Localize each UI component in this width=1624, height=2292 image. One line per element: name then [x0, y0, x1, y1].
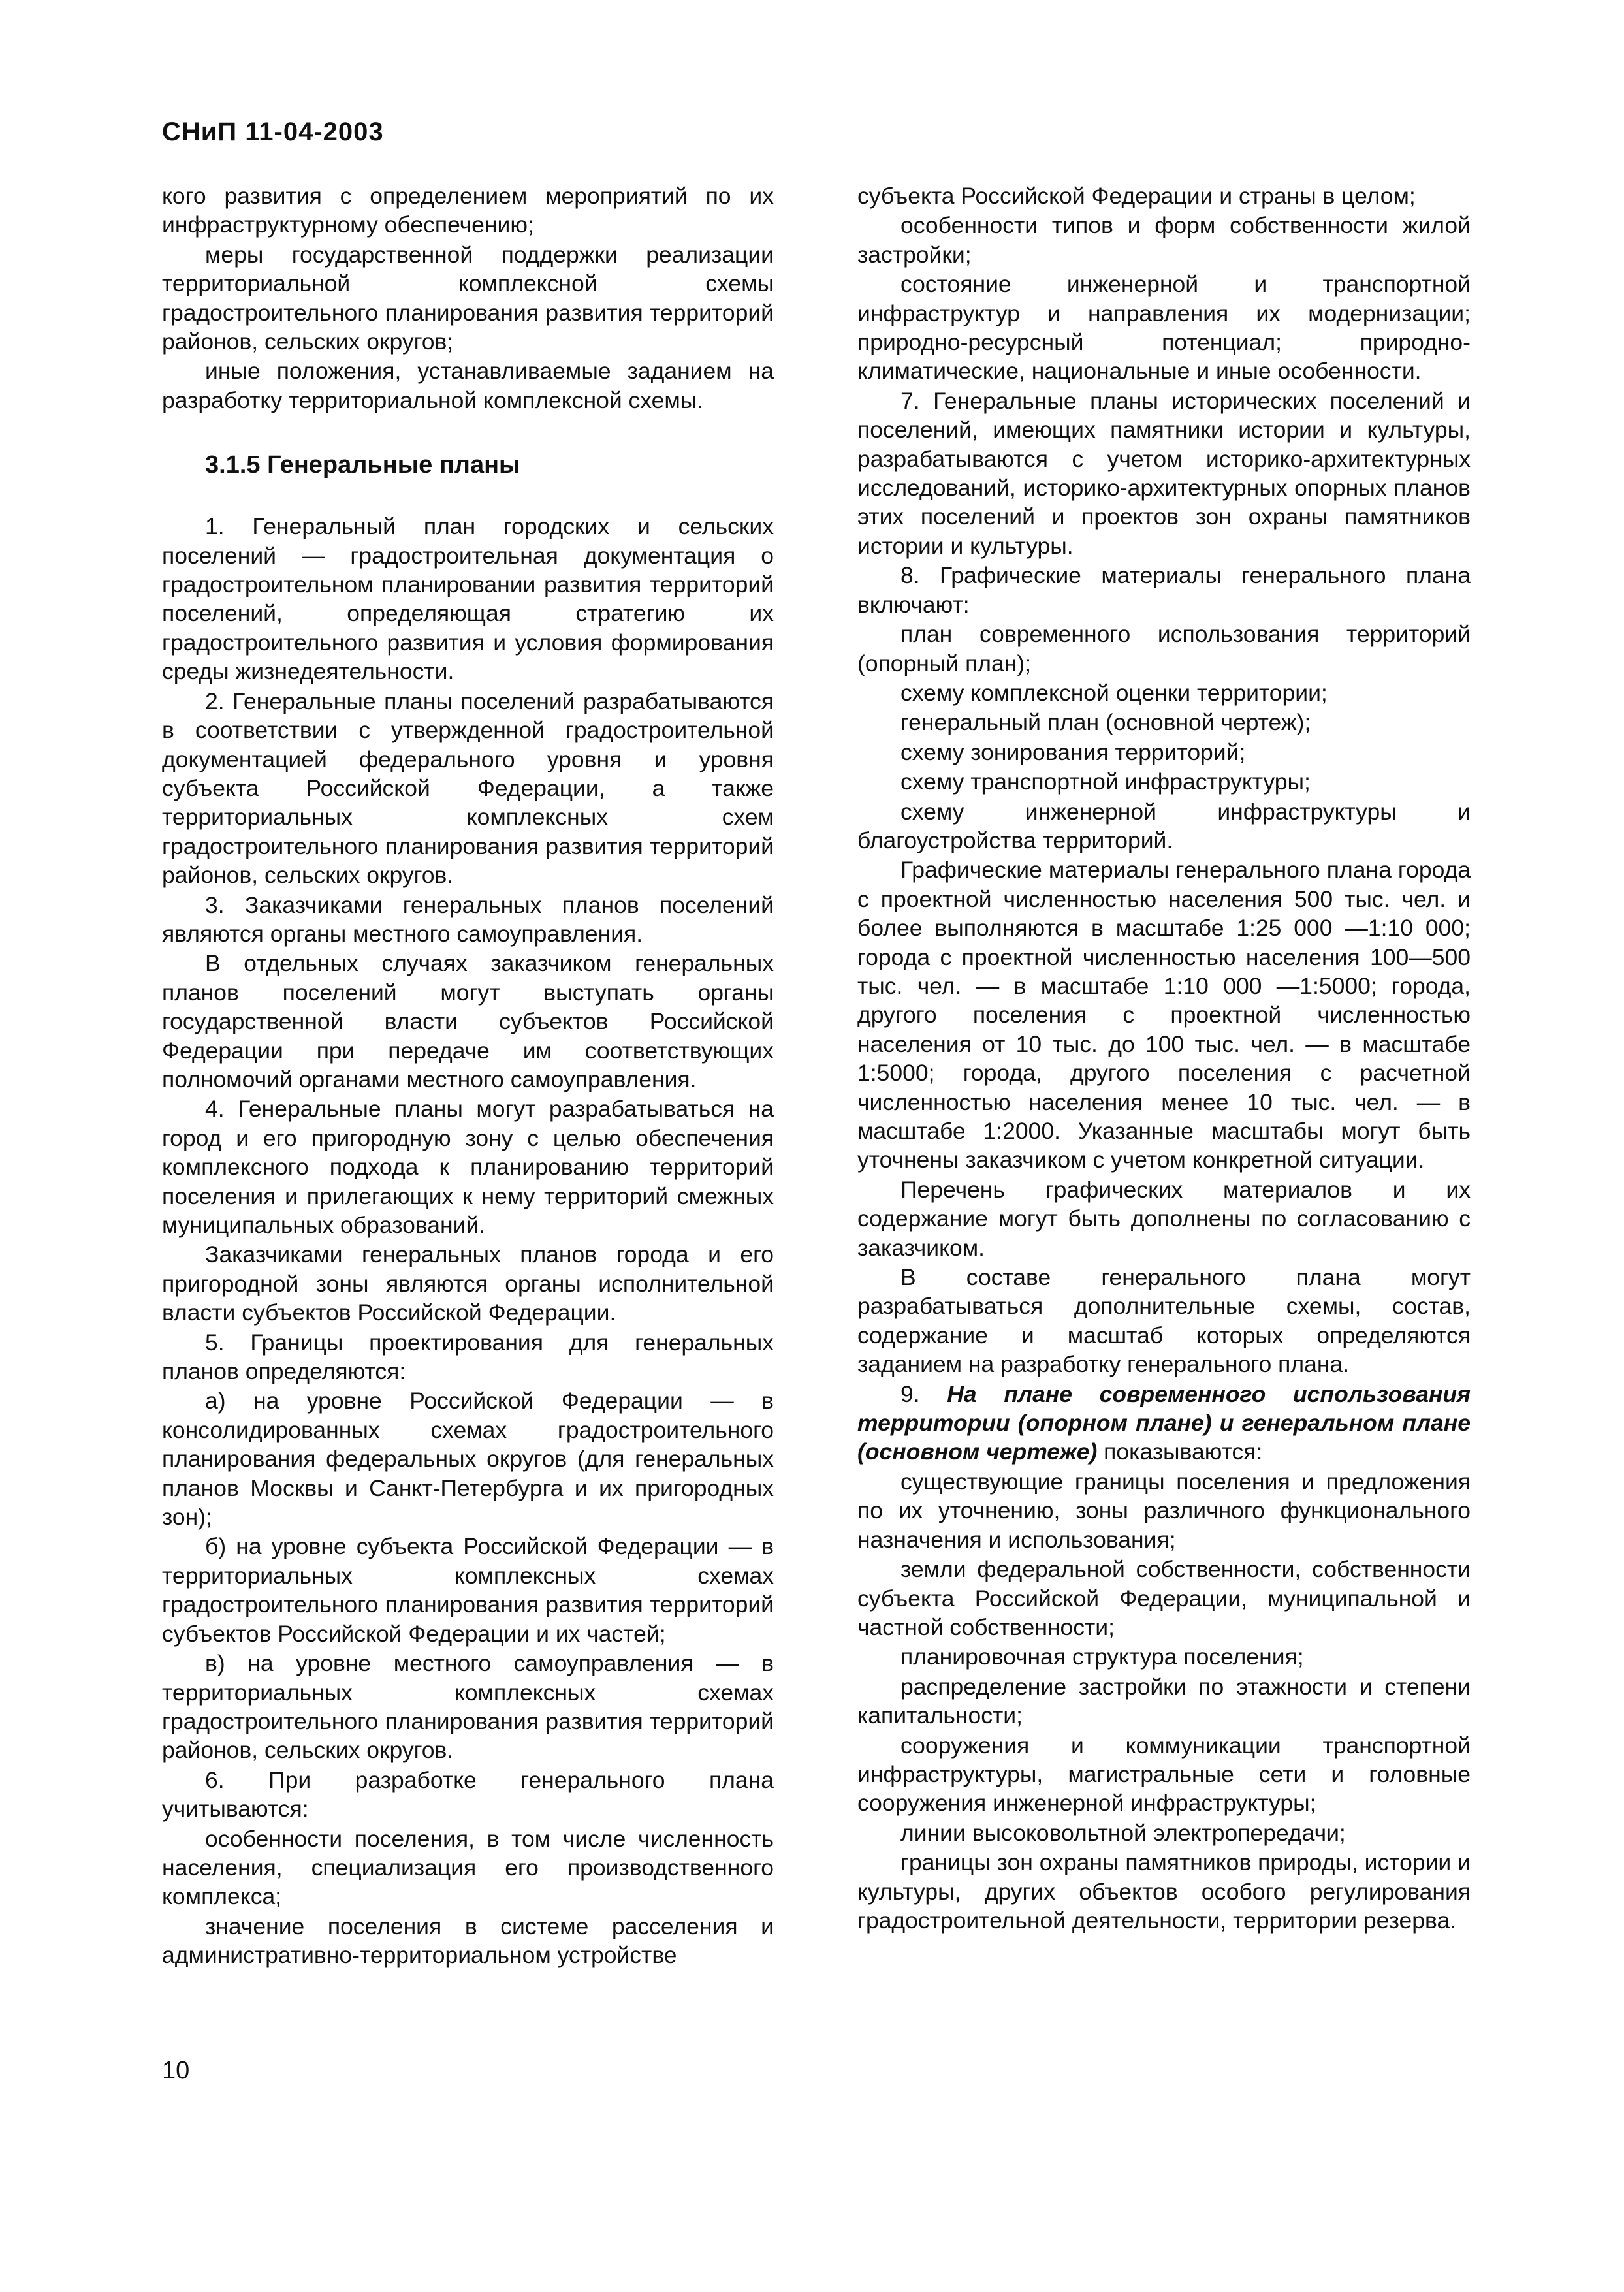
- paragraph: меры государственной поддержки реализации территориальной комплексной схемы градостроительного планирования развития территорий районов, сельских округов;: [162, 241, 774, 355]
- paragraph: линии высоковольтной электропередачи;: [900, 1819, 1346, 1846]
- paragraph: границы зон охраны памятников природы, истории и культуры, других объектов особого регулирования градостроительной деятельности, территории резерва.: [857, 1849, 1471, 1934]
- paragraph: 6. При разработке генерального плана учитываются:: [162, 1766, 774, 1822]
- paragraph: 1. Генеральный план городских и сельских поселений — градостроительная документация о градостроительном планировании развития территорий поселений, определяющая стратегию их градостроительного развития и условия формирования среды жизнедеятельности.: [162, 513, 774, 685]
- paragraph: схему зонирования территорий;: [900, 739, 1246, 765]
- bold-italic-phrase: На плане современного использования территории (опорном плане) и генеральном плане (основном чертеже): [857, 1380, 1471, 1465]
- paragraph: распределение застройки по этажности и степени капитальности;: [857, 1673, 1471, 1729]
- paragraph: генеральный план (основной чертеж);: [900, 709, 1311, 736]
- item-number: 9.: [900, 1380, 920, 1407]
- paragraph: 3. Заказчиками генеральных планов поселений являются органы местного самоуправления.: [162, 891, 774, 947]
- paragraph: сооружения и коммуникации транспортной инфраструктуры, магистральные сети и головные сооружения инженерной инфраструктуры;: [857, 1732, 1471, 1817]
- paragraph: особенности поселения, в том числе численность населения, специализация его производственного комплекса;: [162, 1825, 774, 1910]
- right-column: [857, 182, 1471, 1935]
- paragraph: 8. Графические материалы генерального плана включают:: [857, 562, 1471, 618]
- paragraph: план современного использования территорий (опорный план);: [857, 621, 1471, 676]
- paragraph: Заказчиками генеральных планов города и его пригородной зоны являются органы исполнительной власти субъектов Российской Федерации.: [162, 1241, 774, 1326]
- paragraph: значение поселения в системе расселения и административно-территориальном устройстве: [162, 1913, 774, 1969]
- paragraph: 7. Генеральные планы исторических поселений и поселений, имеющих памятники истории и культуры, разрабатываются с учетом историко-архитектурных исследований, историко-архитектурных опорных планов этих поселений и проектов зон охраны памятников истории и культуры.: [857, 387, 1471, 559]
- paragraph: кого развития с определением мероприятий по их инфраструктурному обеспечению;: [162, 183, 774, 238]
- paragraph: существующие границы поселения и предложения по их уточнению, зоны различного функционального назначения и использования;: [857, 1468, 1471, 1553]
- paragraph-tail: показываются:: [1104, 1439, 1263, 1465]
- running-header: СНиП 11-04-2003: [162, 118, 384, 146]
- paragraph-emphasis: [857, 1380, 1471, 1467]
- paragraph: В составе генерального плана могут разрабатываться дополнительные схемы, состав, содержание и масштаб которых определяются заданием на разработку генерального плана.: [857, 1264, 1471, 1378]
- section-heading: 3.1.5 Генеральные планы: [205, 451, 520, 479]
- paragraph: схему комплексной оценки территории;: [900, 679, 1328, 706]
- paragraph: состояние инженерной и транспортной инфраструктур и направления их модернизации; природно-ресурсный потенциал; природно-климатические, национальные и иные особенности.: [857, 271, 1471, 385]
- paragraph: Перечень графических материалов и их содержание могут быть дополнены по согласованию с заказчиком.: [857, 1176, 1471, 1261]
- paragraph: 5. Границы проектирования для генеральных планов определяются:: [162, 1329, 774, 1385]
- paragraph: планировочная структура поселения;: [900, 1644, 1304, 1670]
- paragraph: субъекта Российской Федерации и страны в целом;: [857, 183, 1416, 209]
- paragraph: 4. Генеральные планы могут разрабатываться на город и его пригородную зону с целью обеспечения комплексного подхода к планированию территорий поселения и прилегающих к нему территорий смежных муниципальных образований.: [162, 1096, 774, 1238]
- paragraph: Графические материалы генерального плана города с проектной численностью населения 500 тыс. чел. и более выполняются в масштабе 1:25 000 —1:10 000; города с проектной численностью населения 100—500 тыс. чел. — в масштабе 1:10 000 —1:5000; города, другого поселения с проектной численностью населения от 10 тыс. до 100 тыс. чел. — в масштабе 1:5000; города, другого поселения с расчетной численностью населения менее 10 тыс. чел. — в масштабе 1:2000. Указанные масштабы могут быть уточнены заказчиком с учетом конкретной ситуации.: [857, 857, 1471, 1173]
- paragraph: а) на уровне Российской Федерации — в консолидированных схемах градостроительного планирования федеральных округов (для генеральных планов Москвы и Санкт-Петербурга и их пригородных зон);: [162, 1388, 774, 1531]
- paragraph: 2. Генеральные планы поселений разрабатываются в соответствии с утвержденной градостроительной документацией федерального уровня и уровня субъекта Российской Федерации, а также территориальных комплексных схем градостроительного планирования развития территорий районов, сельских округов.: [162, 688, 774, 889]
- left-column: [162, 182, 774, 1971]
- paragraph: в) на уровне местного самоуправления — в территориальных комплексных схемах градостроительного планирования развития территорий районов, сельских округов.: [162, 1650, 774, 1764]
- paragraph: б) на уровне субъекта Российской Федерации — в территориальных комплексных схемах градостроительного планирования развития территорий субъектов Российской Федерации и их частей;: [162, 1533, 774, 1647]
- paragraph: В отдельных случаях заказчиком генеральных планов поселений могут выступать органы государственной власти субъектов Российской Федерации при передаче им соответствующих полномочий органами местного самоуправления.: [162, 950, 774, 1092]
- paragraph: особенности типов и форм собственности жилой застройки;: [857, 212, 1471, 268]
- paragraph: схему транспортной инфраструктуры;: [900, 769, 1311, 795]
- paragraph: иные положения, устанавливаемые заданием на разработку территориальной комплексной схемы.: [162, 358, 774, 413]
- page-number: 10: [162, 2057, 190, 2084]
- paragraph: схему инженерной инфраструктуры и благоустройства территорий.: [857, 798, 1471, 853]
- paragraph: земли федеральной собственности, собственности субъекта Российской Федерации, муниципальной и частной собственности;: [857, 1556, 1471, 1640]
